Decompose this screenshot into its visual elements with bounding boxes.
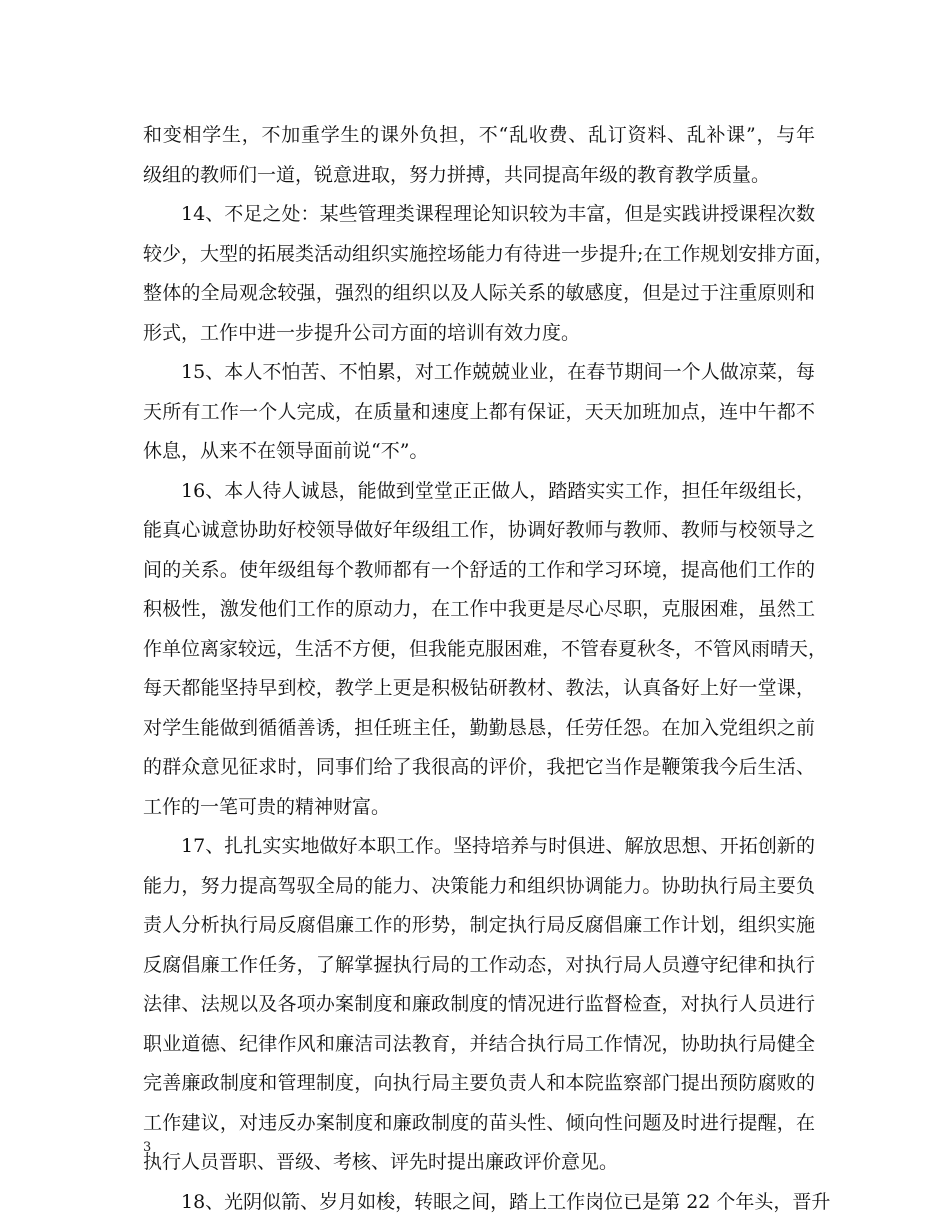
text-line: 职业道德、纪律作风和廉洁司法教育，并结合执行局工作情况，协助执行局健全	[143, 1032, 815, 1055]
text-line: 对学生能做到循循善诱，担任班主任，勤勤恳恳，任劳任怨。在加入党组织之前	[143, 716, 815, 739]
text-line: 完善廉政制度和管理制度，向执行局主要负责人和本院监察部门提出预防腐败的	[143, 1072, 815, 1094]
text-line: 较少，大型的拓展类活动组织实施控场能力有待进一步提升;在工作规划安排方面，	[143, 242, 834, 265]
text-line: 能真心诚意协助好校领导做好年级组工作，协调好教师与教师、教师与校领导之	[143, 519, 815, 541]
text-line: 的群众意见征求时，同事们给了我很高的评价，我把它当作是鞭策我今后生活、	[143, 756, 815, 778]
text-line: 每天都能坚持早到校，教学上更是积极钻研教材、教法，认真备好上好一堂课，	[143, 677, 815, 699]
text-line: 天所有工作一个人完成，在质量和速度上都有保证，天天加班加点，连中午都不	[143, 400, 815, 423]
text-line: 工作的一笔可贵的精神财富。	[143, 795, 391, 818]
text-line: 17、扎扎实实地做好本职工作。坚持培养与时俱进、解放思想、开拓创新的	[181, 835, 815, 857]
paragraph-16	[143, 472, 828, 828]
text-line: 法律、法规以及各项办案制度和廉政制度的情况进行监督检查，对执行人员进行	[143, 993, 815, 1015]
text-line: 工作建议，对违反办案制度和廉政制度的苗头性、倾向性问题及时进行提醒，在	[143, 1111, 815, 1134]
text-line: 14、不足之处：某些管理类课程理论知识较为丰富，但是实践讲授课程次数	[181, 203, 815, 225]
page-number: 3	[143, 1140, 152, 1155]
text-line: 和变相学生，不加重学生的课外负担，不“乱收费、乱订资料、乱补课”，与年	[143, 124, 815, 146]
text-line: 积极性，激发他们工作的原动力，在工作中我更是尽心尽职，克服困难，虽然工	[143, 598, 815, 620]
text-line: 16、本人待人诚恳，能做到堂堂正正做人，踏踏实实工作，担任年级组长，	[181, 479, 815, 502]
paragraph-continuation	[143, 116, 815, 195]
text-line: 间的关系。使年级组每个教师都有一个舒适的工作和学习环境，提高他们工作的	[143, 558, 815, 581]
text-line: 休息，从来不在领导面前说“不”。	[143, 440, 429, 462]
text-line: 形式，工作中进一步提升公司方面的培训有效力度。	[143, 321, 581, 344]
paragraph-17	[143, 827, 815, 1183]
text-line: 15、本人不怕苦、不怕累，对工作兢兢业业，在春节期间一个人做凉菜，每	[181, 361, 815, 383]
text-line: 责人分析执行局反腐倡廉工作的形势，制定执行局反腐倡廉工作计划，组织实施	[143, 914, 815, 936]
paragraph-15	[143, 353, 815, 472]
text-line: 反腐倡廉工作任务，了解掌握执行局的工作动态，对执行局人员遵守纪律和执行	[143, 953, 815, 976]
paragraph-14	[143, 195, 834, 353]
document-body	[143, 116, 834, 1222]
text-line: 整体的全局观念较强，强烈的组织以及人际关系的敏感度，但是过于注重原则和	[143, 282, 815, 304]
paragraph-18	[143, 1183, 831, 1223]
text-line: 能力，努力提高驾驭全局的能力、决策能力和组织协调能力。协助执行局主要负	[143, 874, 815, 897]
text-line: 级组的教师们一道，锐意进取，努力拼搏，共同提高年级的教育教学质量。	[143, 163, 771, 186]
text-line: 执行人员晋职、晋级、考核、评先时提出廉政评价意见。	[143, 1151, 619, 1173]
text-line: 18、光阴似箭、岁月如梭，转眼之间，踏上工作岗位已是第 22 个年头，晋升	[181, 1190, 831, 1213]
text-line: 作单位离家较远，生活不方便，但我能克服困难，不管春夏秋冬，不管风雨晴天，	[143, 637, 828, 660]
